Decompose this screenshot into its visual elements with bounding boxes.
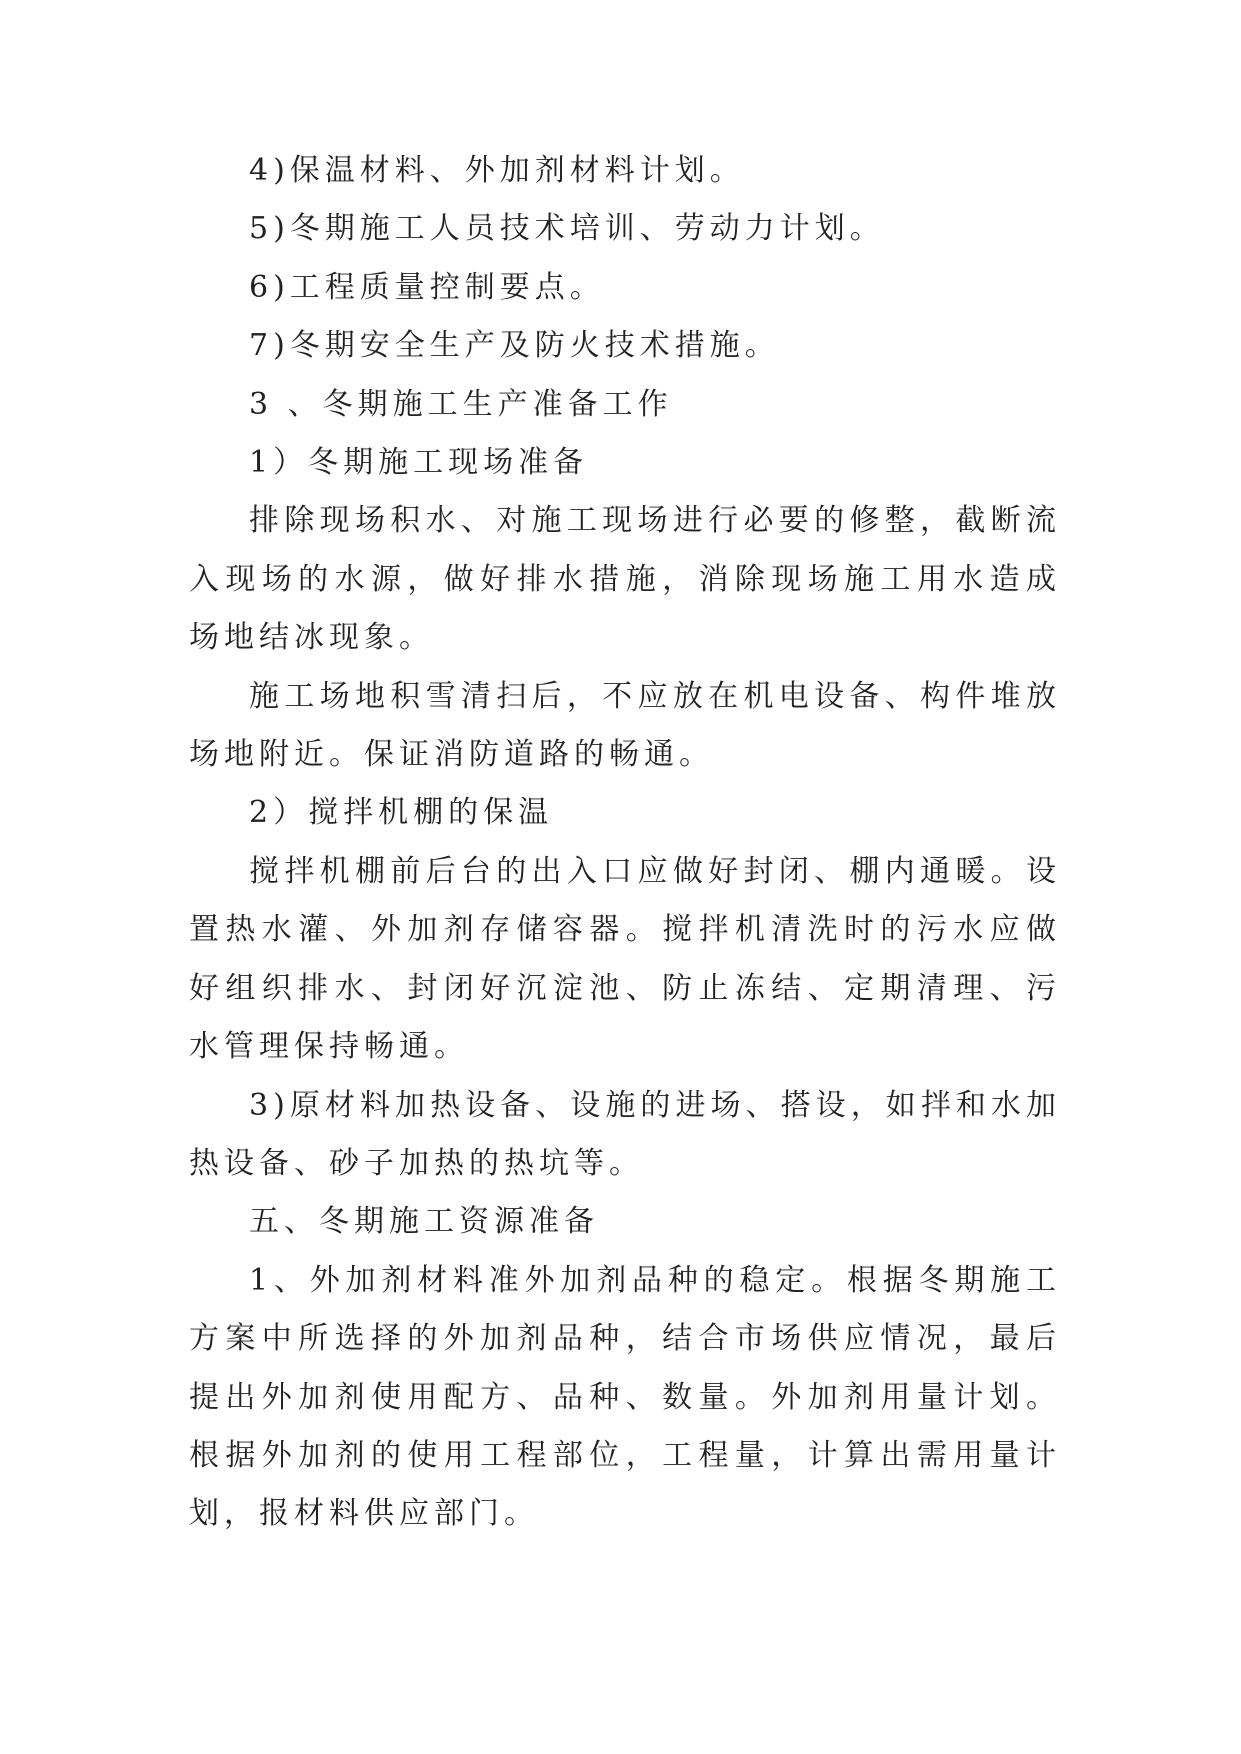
- section-heading-3: 3 、冬期施工生产准备工作: [249, 386, 673, 422]
- paragraph-item-6: 6)工程质量控制要点。: [249, 269, 605, 305]
- subheading-site-preparation: 1）冬期施工现场准备: [249, 445, 589, 481]
- paragraph-heating-equipment: 3)原材料加热设备、设施的进场、搭设，如拌和水加热设备、砂子加热的热坑等。: [189, 1087, 1061, 1181]
- paragraph-item-4: 4)保温材料、外加剂材料计划。: [249, 153, 745, 188]
- paragraph-drainage: 排除现场积水、对施工现场进行必要的修整，截断流入现场的水源，做好排水措施，消除现场施工用水造成场地结冰现象。: [189, 503, 1061, 656]
- section-heading-5: 五、冬期施工资源准备: [249, 1204, 599, 1240]
- paragraph-mixer-shed: 搅拌机棚前后台的出入口应做好封闭、棚内通暖。设置热水灌、外加剂存储容器。搅拌机清洗时的污水应做好组织排水、封闭好沉淀池、防止冻结、定期清理、污水管理保持畅通。: [189, 853, 1061, 1065]
- subheading-mixer-shed: 2）搅拌机棚的保温: [249, 795, 554, 831]
- paragraph-admixture: 1、外加剂材料准外加剂品种的稳定。根据冬期施工方案中所选择的外加剂品种，结合市场供应情况，最后提出外加剂使用配方、品种、数量。外加剂用量计划。根据外加剂的使用工程部位，工程量，计算出需用量计划，报材料供应部门。: [189, 1262, 1061, 1532]
- paragraph-item-7: 7)冬期安全生产及防火技术措施。: [249, 328, 780, 364]
- paragraph-item-5: 5)冬期施工人员技术培训、劳动力计划。: [249, 211, 885, 247]
- paragraph-snow-clearing: 施工场地积雪清扫后，不应放在机电设备、构件堆放场地附近。保证消防道路的畅通。: [189, 678, 1061, 773]
- document-body: [189, 142, 1061, 1544]
